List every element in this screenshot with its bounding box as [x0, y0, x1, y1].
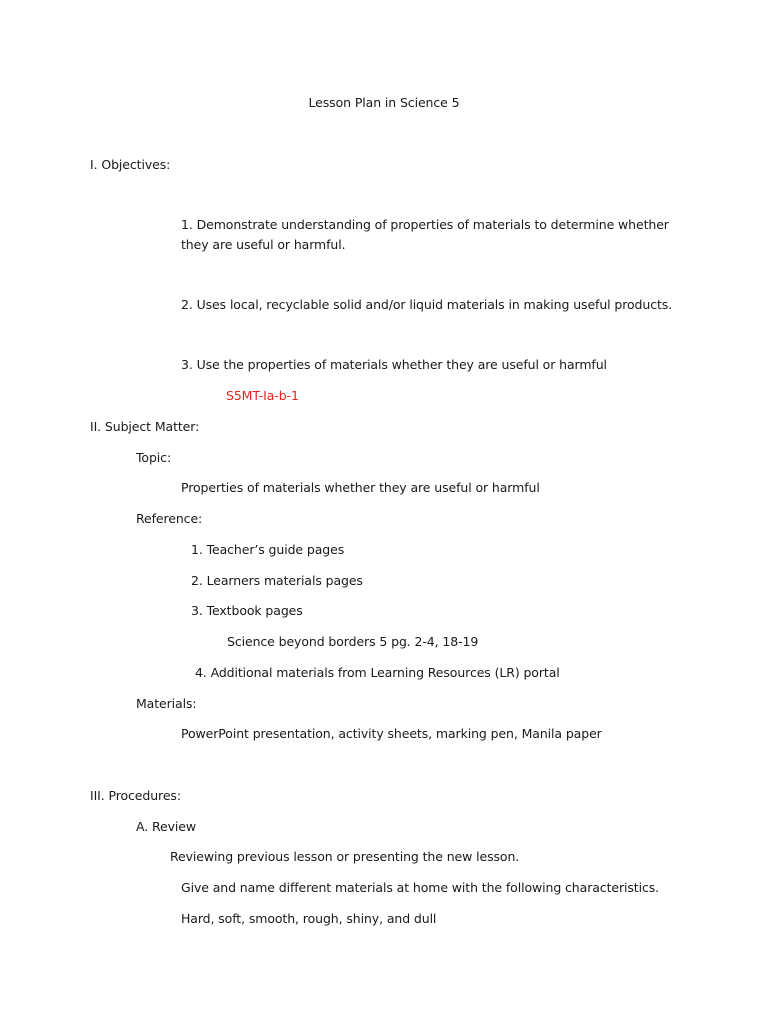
reference-item-1: 1. Teacher’s guide pages	[191, 542, 345, 557]
review-instruction: Give and name different materials at home with the following characteristics.	[181, 880, 660, 895]
objective-1-line-1: 1. Demonstrate understanding of properties of materials to determine whether	[181, 217, 669, 232]
procedures-heading: III. Procedures:	[90, 788, 181, 803]
objective-3: 3. Use the properties of materials whether they are useful or harmful	[181, 357, 607, 372]
materials-text: PowerPoint presentation, activity sheets, marking pen, Manila paper	[181, 726, 602, 741]
materials-label: Materials:	[136, 696, 197, 711]
page-title: Lesson Plan in Science 5	[308, 95, 460, 110]
objective-2: 2. Uses local, recyclable solid and/or liquid materials in making useful products.	[181, 297, 673, 312]
subject-matter-heading: II. Subject Matter:	[90, 419, 200, 434]
objective-1-line-2: they are useful or harmful.	[181, 237, 346, 252]
reference-item-4: 4. Additional materials from Learning Resources (LR) portal	[195, 665, 560, 680]
competency-code: S5MT-Ia-b-1	[226, 388, 299, 403]
objectives-heading: I. Objectives:	[90, 157, 171, 172]
review-characteristics: Hard, soft, smooth, rough, shiny, and dull	[181, 911, 437, 926]
reference-label: Reference:	[136, 511, 203, 526]
topic-text: Properties of materials whether they are useful or harmful	[181, 480, 540, 495]
reference-item-3: 3. Textbook pages	[191, 603, 303, 618]
review-label: A. Review	[136, 819, 196, 834]
textbook-detail: Science beyond borders 5 pg. 2-4, 18-19	[227, 634, 479, 649]
topic-label: Topic:	[136, 450, 172, 465]
review-line: Reviewing previous lesson or presenting the new lesson.	[170, 849, 520, 864]
reference-item-2: 2. Learners materials pages	[191, 573, 363, 588]
